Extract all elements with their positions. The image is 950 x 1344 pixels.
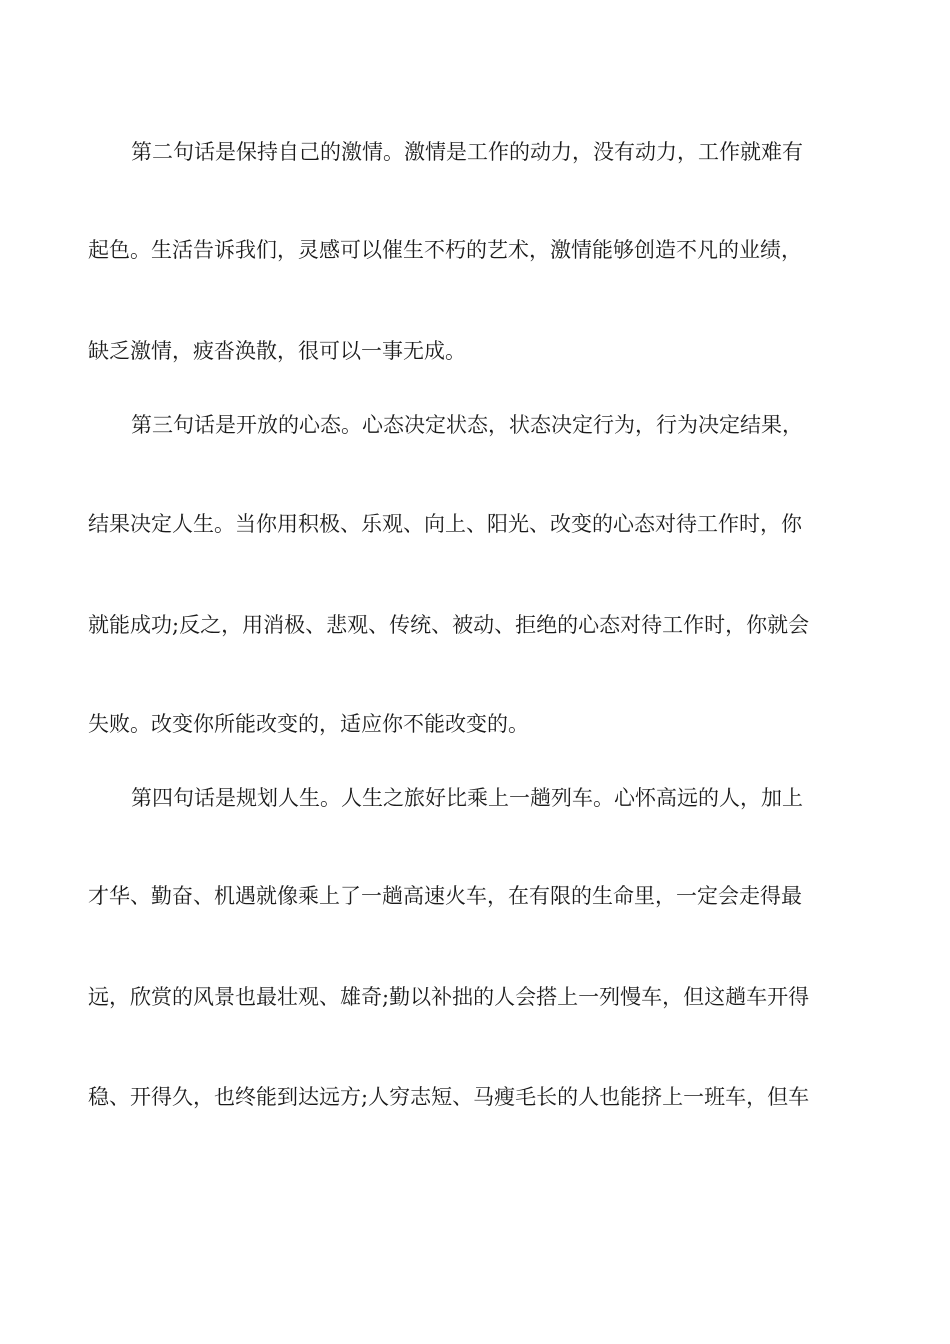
paragraph-3-line-4: 失败。改变你所能改变的，适应你不能改变的。 <box>88 712 529 736</box>
paragraph-3-line-2: 结果决定人生。当你用积极、乐观、向上、阳光、改变的心态对待工作时，你 <box>88 512 802 536</box>
paragraph-4-line-4: 稳、开得久，也终能到达远方;人穷志短、马瘦毛长的人也能挤上一班车，但车 <box>88 1085 810 1109</box>
paragraph-2-line-1: 第二句话是保持自己的激情。激情是工作的动力，没有动力，工作就难有 <box>131 140 803 164</box>
paragraph-4-line-1: 第四句话是规划人生。人生之旅好比乘上一趟列车。心怀高远的人，加上 <box>131 786 803 810</box>
paragraph-4-line-3: 远，欣赏的风景也最壮观、雄奇;勤以补拙的人会搭上一列慢车，但这趟车开得 <box>88 985 810 1009</box>
paragraph-2-line-2: 起色。生活告诉我们，灵感可以催生不朽的艺术，激情能够创造不凡的业绩， <box>88 238 802 262</box>
paragraph-3-line-1: 第三句话是开放的心态。心态决定状态，状态决定行为，行为决定结果， <box>131 413 803 437</box>
paragraph-2-line-3: 缺乏激情，疲沓涣散，很可以一事无成。 <box>88 339 466 363</box>
paragraph-3-line-3: 就能成功;反之，用消极、悲观、传统、被动、拒绝的心态对待工作时，你就会 <box>88 613 810 637</box>
paragraph-4-line-2: 才华、勤奋、机遇就像乘上了一趟高速火车，在有限的生命里，一定会走得最 <box>88 884 802 908</box>
